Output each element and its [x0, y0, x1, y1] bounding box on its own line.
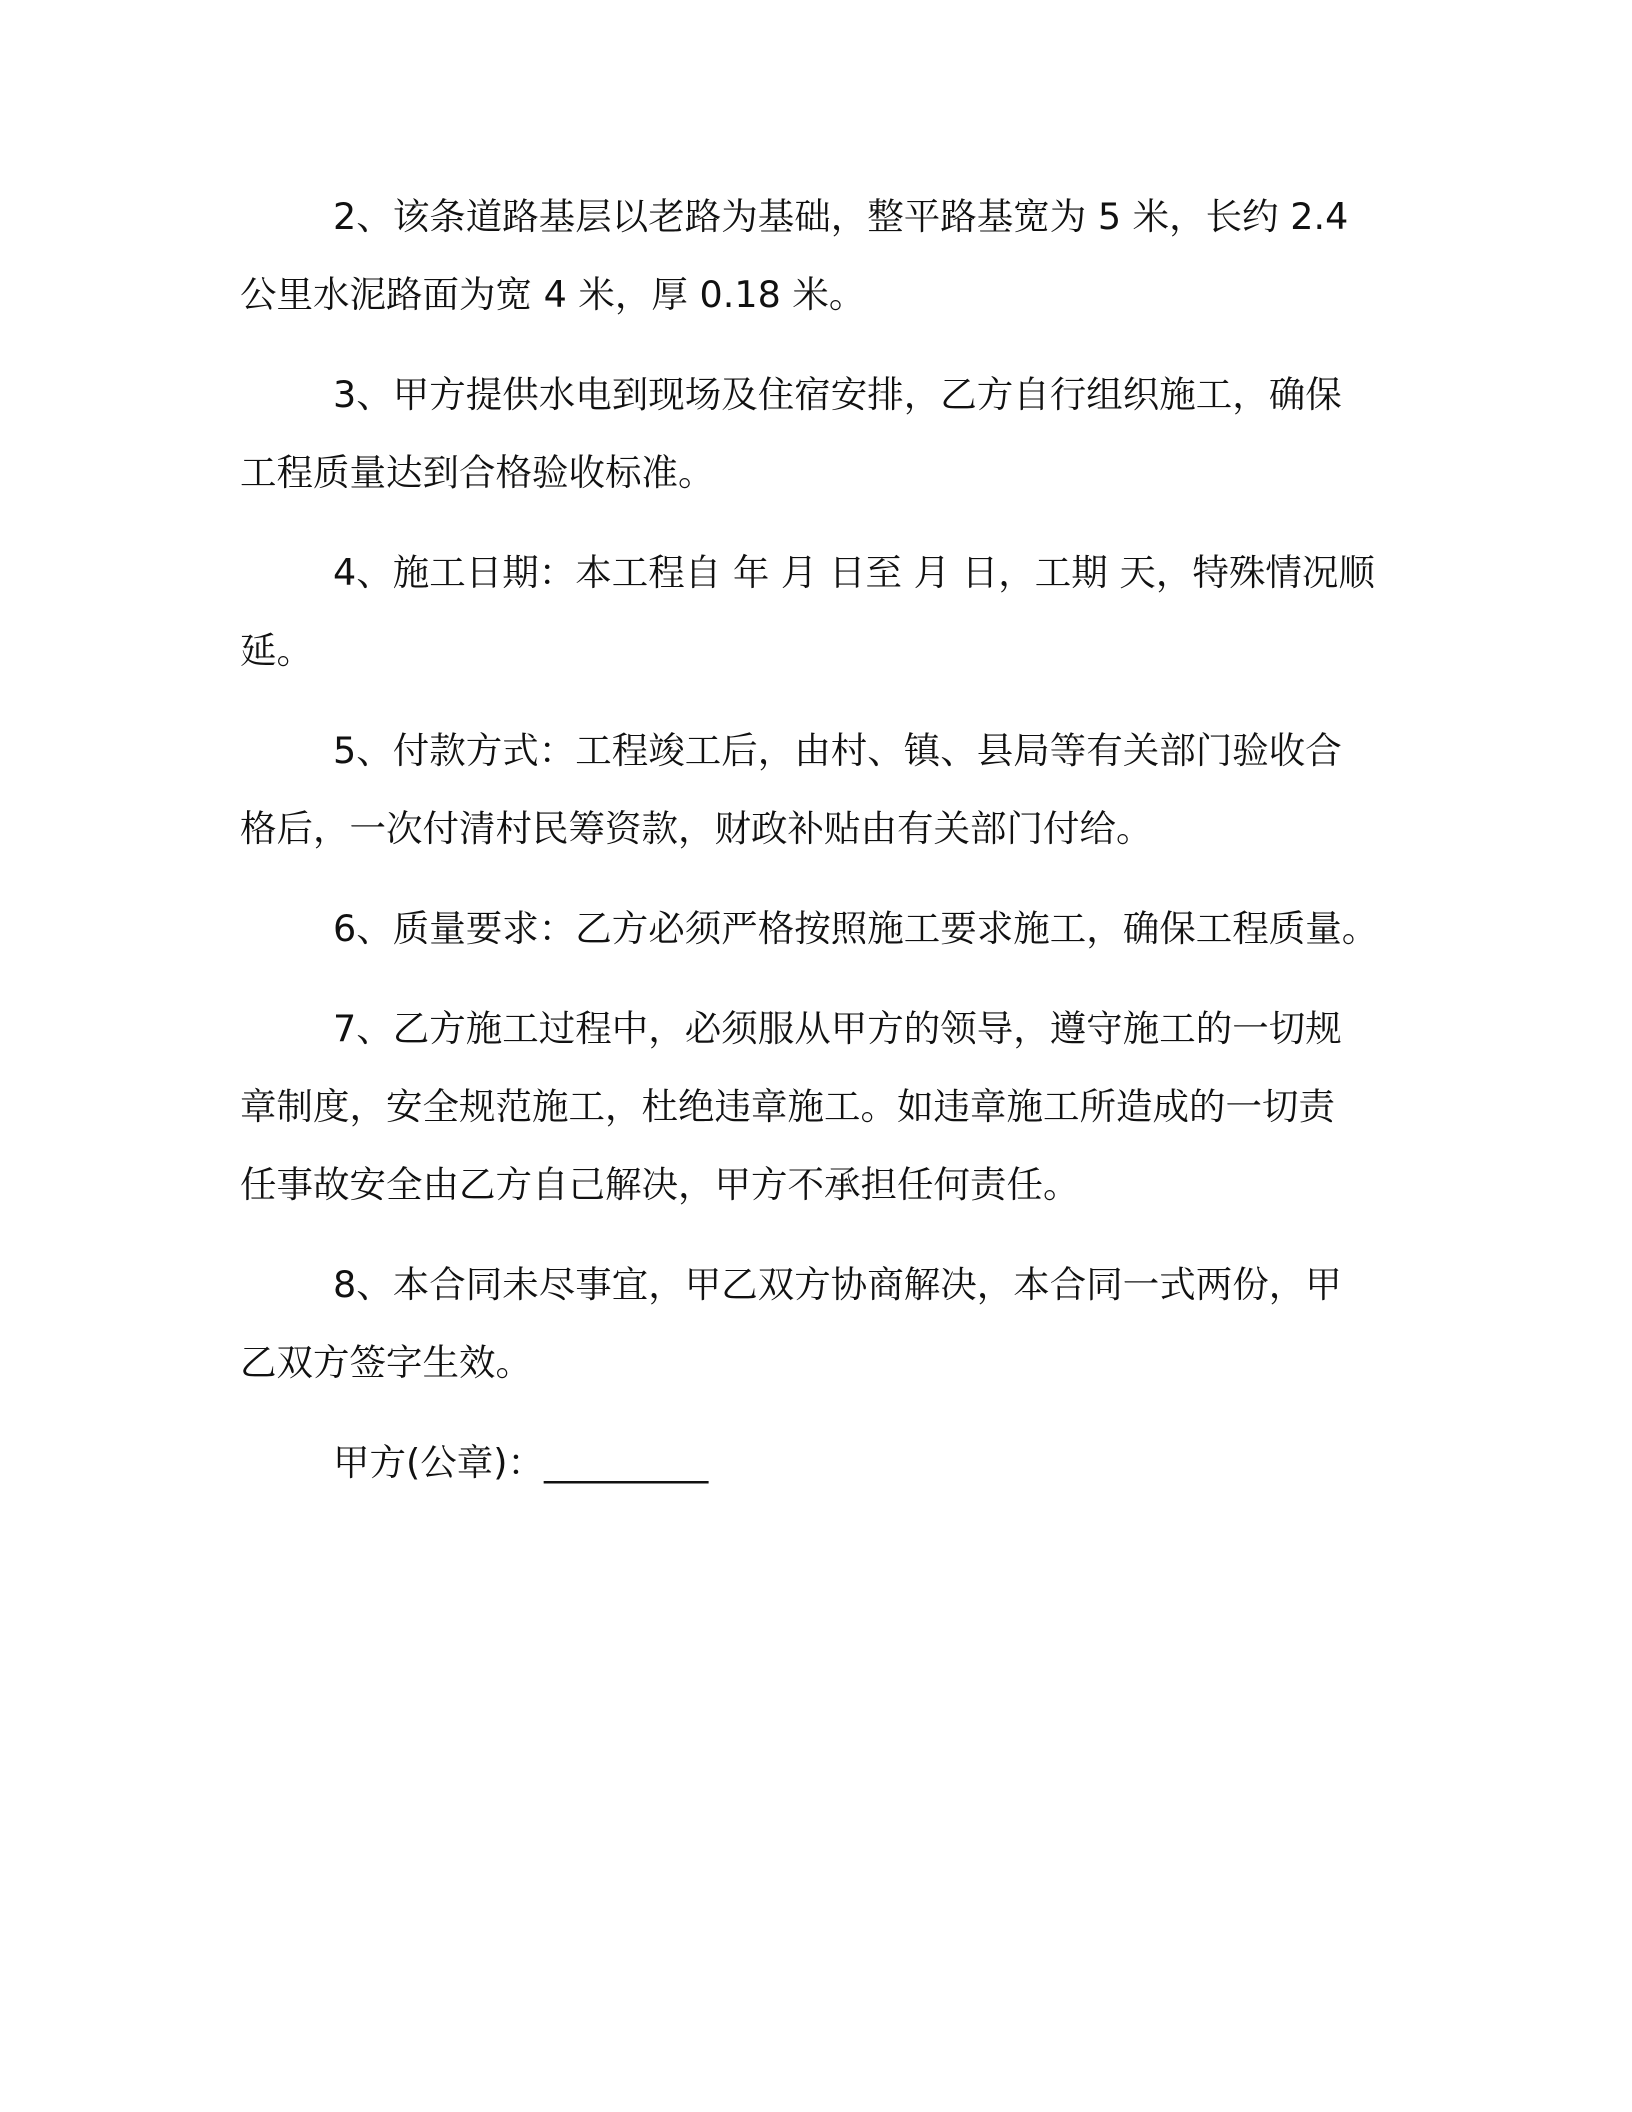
clause-line: 3、甲方提供水电到现场及住宿安排，乙方自行组织施工，确保 [333, 373, 1342, 416]
clause-4 [240, 534, 1390, 690]
clause-2 [240, 178, 1390, 334]
clause-line: 2、该条道路基层以老路为基础，整平路基宽为 5 米，长约 2.4 [333, 195, 1349, 238]
clause-3 [240, 356, 1390, 512]
clause-line: 6、质量要求：乙方必须严格按照施工要求施工，确保工程质量。 [333, 907, 1379, 950]
party-a-seal-line: 甲方(公章)：_________ [333, 1441, 709, 1484]
clause-line: 4、施工日期：本工程自 年 月 日至 月 日，工期 天，特殊情况顺 [333, 551, 1375, 594]
clause-line: 任事故安全由乙方自己解决，甲方不承担任何责任。 [240, 1163, 1080, 1206]
clause-line: 8、本合同未尽事宜，甲乙双方协商解决，本合同一式两份，甲 [333, 1263, 1342, 1306]
clause-6 [240, 890, 1390, 968]
clause-line: 公里水泥路面为宽 4 米，厚 0.18 米。 [240, 273, 866, 316]
clause-line: 格后，一次付清村民筹资款，财政补贴由有关部门付给。 [240, 807, 1153, 850]
clause-line: 章制度，安全规范施工，杜绝违章施工。如违章施工所造成的一切责 [240, 1085, 1335, 1128]
clause-line: 7、乙方施工过程中，必须服从甲方的领导，遵守施工的一切规 [333, 1007, 1342, 1050]
clause-line: 工程质量达到合格验收标准。 [240, 451, 715, 494]
clause-line: 5、付款方式：工程竣工后，由村、镇、县局等有关部门验收合 [333, 729, 1342, 772]
clause-5 [240, 712, 1390, 868]
clause-line: 延。 [240, 629, 313, 672]
clause-line: 乙双方签字生效。 [240, 1341, 532, 1384]
clause-7 [240, 990, 1390, 1224]
clause-8 [240, 1246, 1390, 1402]
contract-body [240, 178, 1390, 1502]
